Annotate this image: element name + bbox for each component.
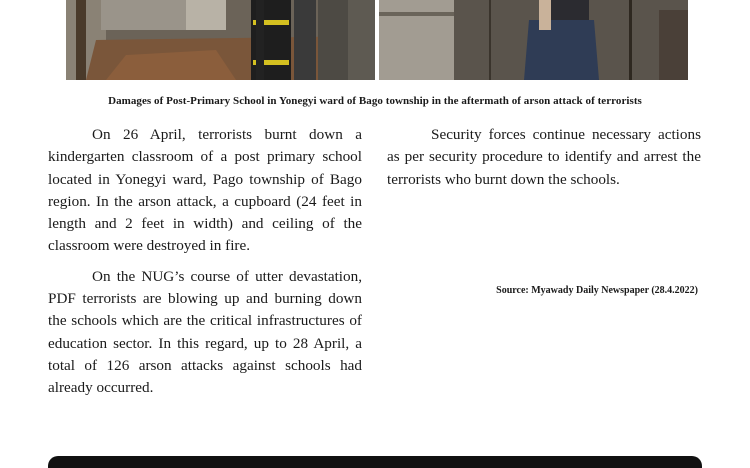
photo-left-illustration bbox=[66, 0, 375, 80]
paragraph-arson-incident: On 26 April, terrorists burnt down a kindergarten classroom of a post primary school located in Yonegyi ward, Pago township of Bago region. In the arson attack, a cupboard (24 feet in length and 2 feet in width) and ceiling of the classroom were destroyed in fire. bbox=[48, 126, 362, 255]
source-credit: Source: Myawady Daily Newspaper (28.4.2022) bbox=[496, 285, 698, 296]
photo-burnt-cupboard bbox=[379, 0, 688, 80]
paragraph-nug-devastation: On the NUG’s course of utter devastation, PDF terrorists are blowing up and burning down the schools which are the critical infrastructures of education sector. In this regard, up to 28 April, a total of 126 arson attacks against schools had already occurred. bbox=[48, 267, 362, 397]
paragraph-security-forces: Security forces continue necessary actions as per security procedure to identify and arrest the terrorists who burnt down the schools. bbox=[387, 126, 701, 188]
bottom-banner-edge bbox=[48, 456, 702, 468]
article-right-column bbox=[387, 124, 701, 191]
photo-caption: Damages of Post-Primary School in Yonegyi ward of Bago township in the aftermath of arson attack of terrorists bbox=[108, 95, 642, 107]
article-left-column bbox=[48, 124, 362, 400]
photo-strip bbox=[66, 0, 688, 80]
photo-burnt-classroom-interior bbox=[66, 0, 375, 80]
photo-right-illustration bbox=[379, 0, 688, 80]
